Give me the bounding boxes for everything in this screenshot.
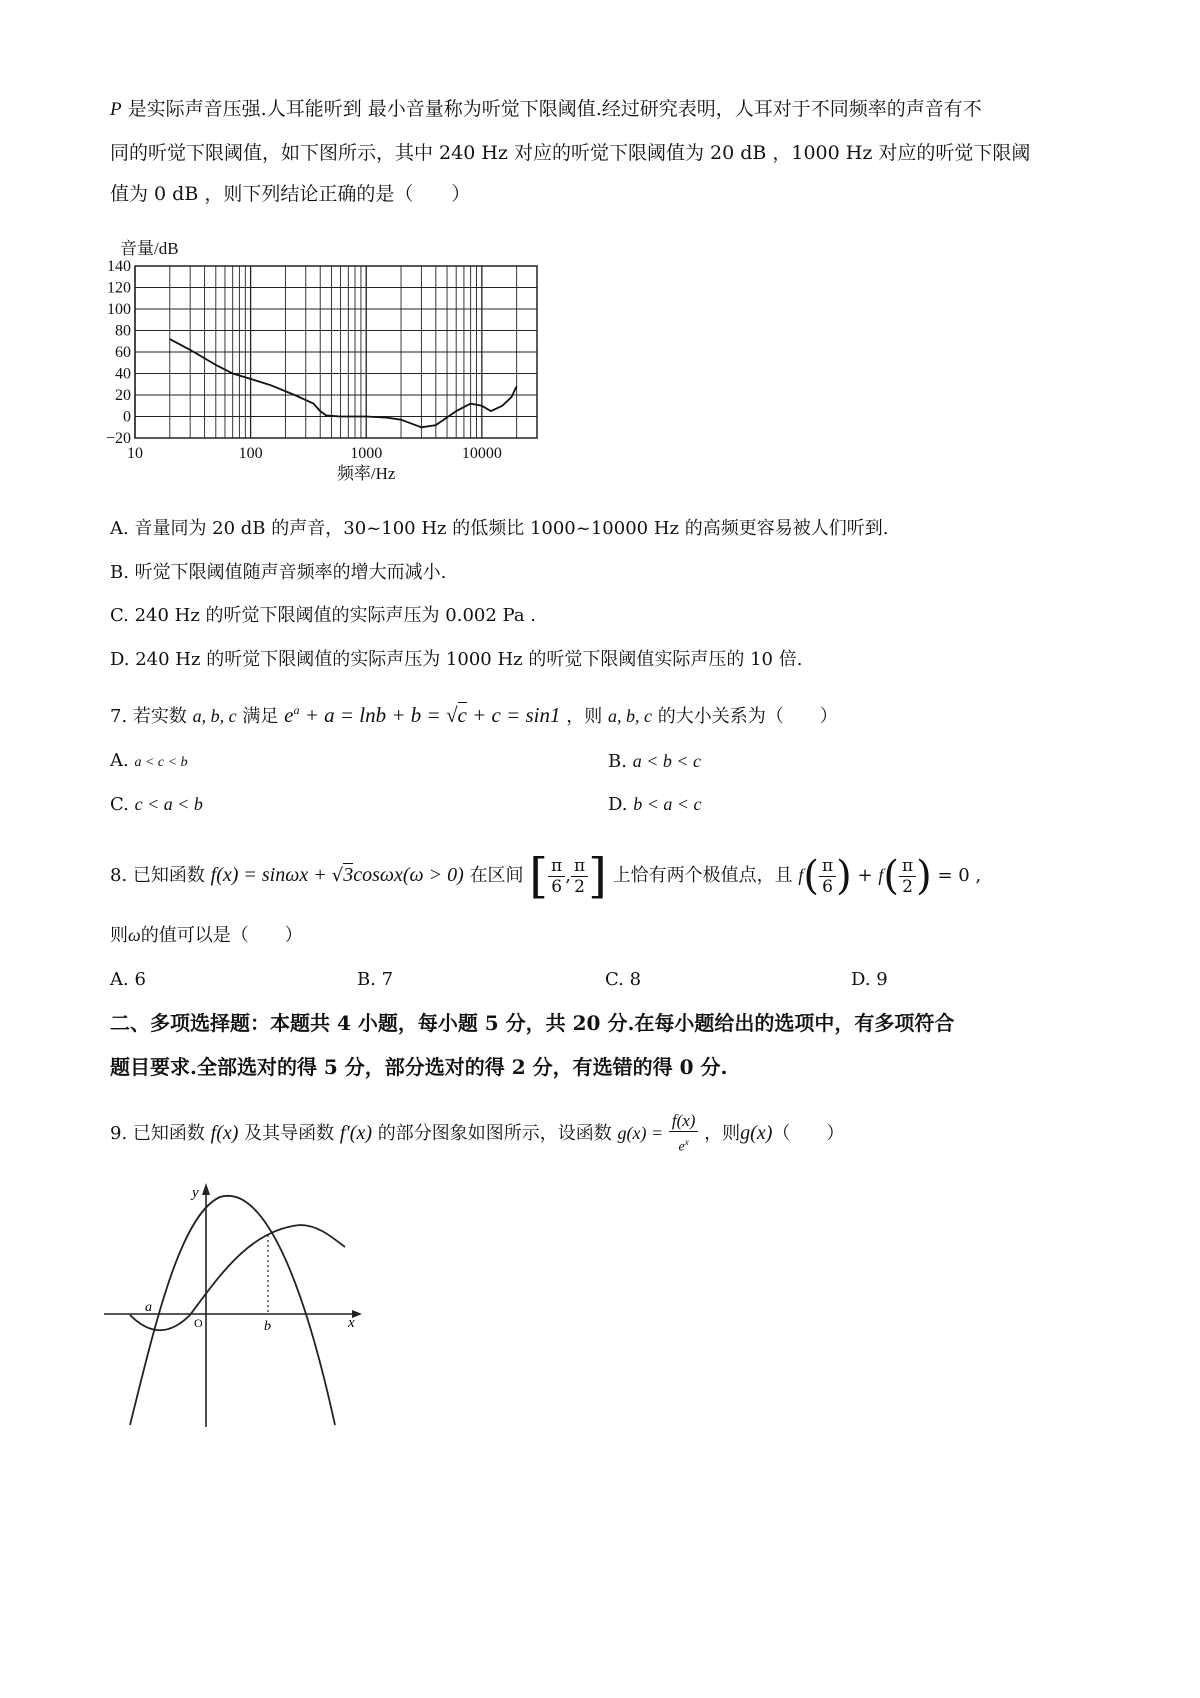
q7-option-c: C. c < a < b	[110, 794, 203, 815]
y-tick-label: 100	[107, 301, 131, 318]
x-axis-label: 频率/Hz	[336, 464, 396, 483]
x-tick-label: 1000	[350, 445, 383, 462]
question-8-line-2: 则ω的值可以是（ ）	[110, 925, 303, 946]
q7-option-d: D. b < a < c	[608, 794, 702, 815]
hearing-threshold-chart	[90, 228, 570, 503]
y-tick-label: 40	[115, 365, 131, 383]
y-tick-label: −20	[105, 430, 131, 447]
option-d: D. 240 Hz 的听觉下限阈值的实际声压为 1000 Hz 的听觉下限阈值实际声压的 10 倍.	[110, 649, 803, 670]
y-tick-label: 80	[115, 322, 131, 340]
q7-option-a: A. a < c < b	[110, 750, 188, 771]
x-tick-label: 100	[238, 445, 263, 462]
question-9: 9. 已知函数 f(x) 及其导函数 f′(x) 的部分图象如图所示，设函数 g(x) = $\frac{f(x)}{e^x}$ ，则g(x)（ ）	[110, 1110, 845, 1155]
q7-option-b: B. a < b < c	[608, 751, 701, 772]
section-2-heading-line-1: 二、多项选择题：本题共 4 小题，每小题 5 分，共 20 分.在每小题给出的选项中，有多项符合	[110, 1011, 955, 1035]
x-label: x	[348, 1315, 355, 1331]
y-tick-label: 120	[107, 279, 131, 297]
y-axis-label: 音量/dB	[120, 239, 179, 258]
y-tick-label: 140	[107, 258, 131, 275]
y-tick-label: 0	[123, 408, 131, 426]
origin-label: O	[194, 1316, 203, 1330]
question-7: 7. 若实数 a, b, c 满足 $e^a + a = \ln b + b = √c + c = \sin 1$ ，则 a, b, c 的大小关系为（ ）	[110, 703, 838, 727]
y-axis-arrow	[202, 1183, 210, 1195]
section-2-heading-line-2: 题目要求.全部选对的得 5 分，部分选对的得 2 分，有选错的得 0 分.	[110, 1055, 728, 1079]
y-tick-label: 20	[115, 387, 131, 404]
a-label: a	[145, 1300, 152, 1315]
option-a: A. 音量同为 20 dB 的声音，30~100 Hz 的低频比 1000~10000 Hz 的高频更容易被人们听到.	[110, 518, 889, 539]
y-label: y	[192, 1185, 199, 1201]
x-tick-label: 10	[127, 445, 143, 462]
x-tick-label: 10000	[461, 445, 502, 462]
intro-line-1: P 是实际声音压强.人耳能听到 最小音量称为听觉下限阈值.经过研究表明，人耳对于不同频率的声音有不	[110, 98, 982, 120]
curve-tall	[130, 1196, 335, 1425]
function-graph	[100, 1175, 370, 1430]
y-tick-label: 60	[115, 344, 131, 361]
q8-option-c: C. 8	[605, 969, 642, 990]
option-c: C. 240 Hz 的听觉下限阈值的实际声压为 0.002 Pa .	[110, 605, 537, 626]
b-label: b	[264, 1319, 271, 1334]
q8-option-b: B. 7	[357, 969, 394, 990]
option-b: B. 听觉下限阈值随声音频率的增大而减小.	[110, 562, 447, 583]
question-8: 8. 已知函数 f(x) = sinωx + √3cosωx(ω > 0) 在区间 [ $\frac{\pi}{6}$ , $\frac{\pi}{2}$ ] 上恰有两个极值点，且 f( $\frac{\pi}{6}$ ) + f( $\frac{\pi}{2}$ ) = 0 ,	[110, 848, 982, 904]
q8-option-d: D. 9	[851, 969, 888, 990]
intro-line-2: 同的听觉下限阈值，如下图所示，其中 240 Hz 对应的听觉下限阈值为 20 dB ，1000 Hz 对应的听觉下限阈	[110, 142, 1031, 164]
q8-option-a: A. 6	[110, 969, 146, 990]
intro-line-3: 值为 0 dB ，则下列结论正确的是（ ）	[110, 183, 471, 205]
